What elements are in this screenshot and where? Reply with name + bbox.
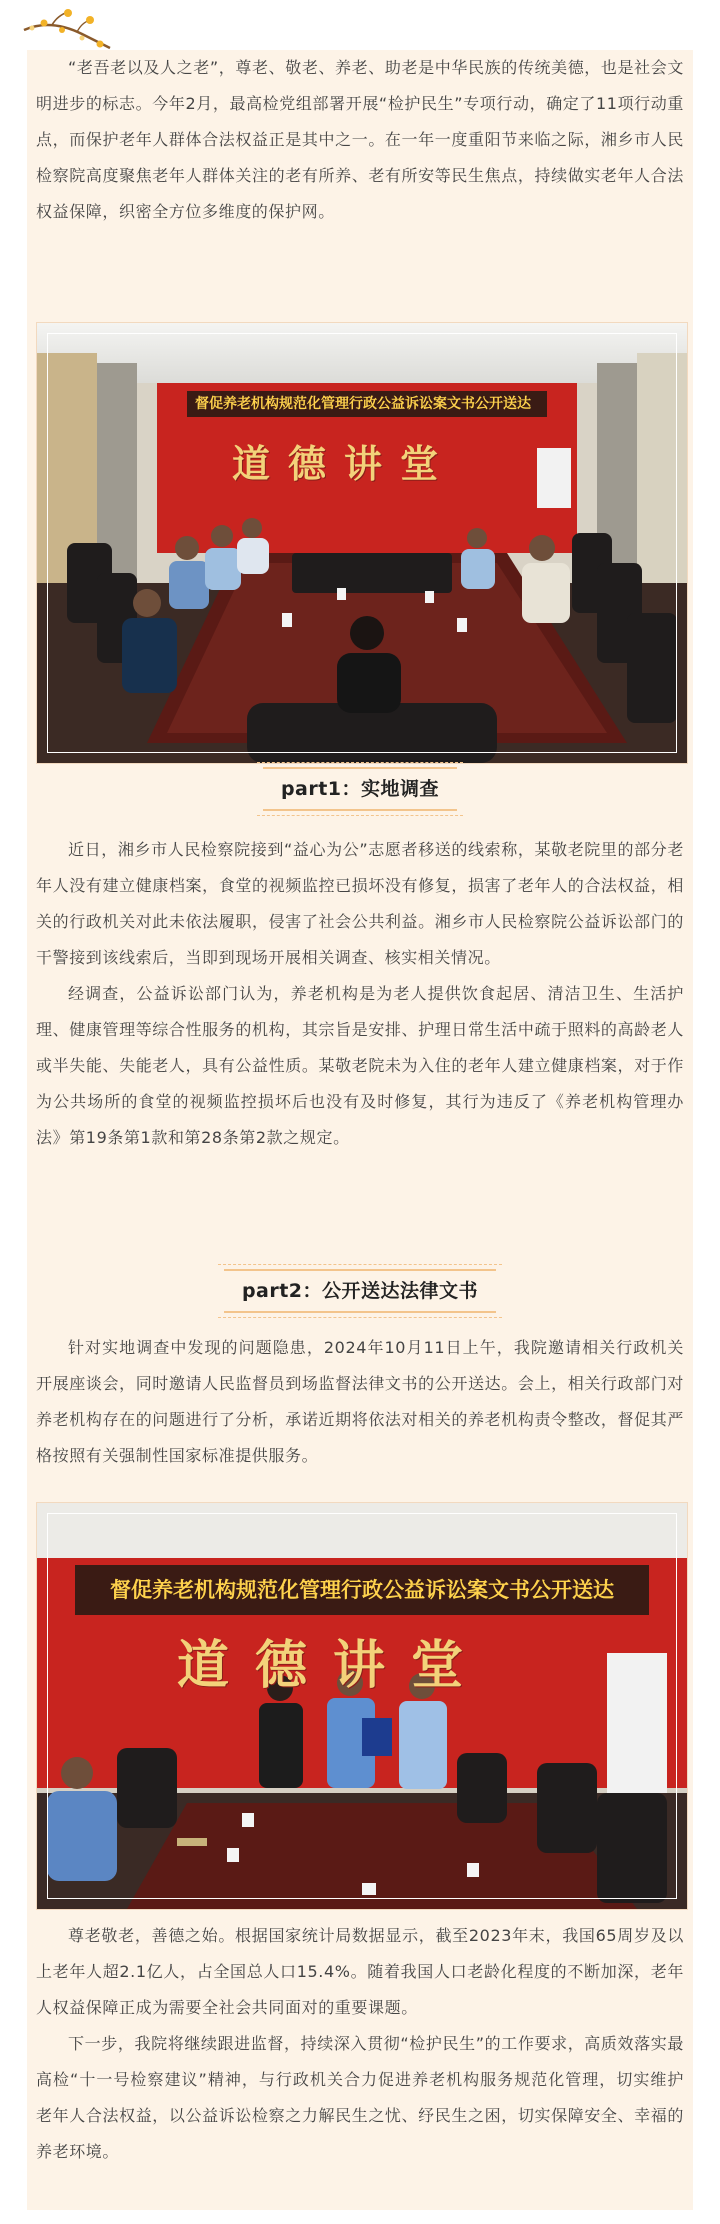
section-heading-part2-wrap xyxy=(36,1268,684,1314)
ending-paragraph-2: 下一步，我院将继续跟进监督，持续深入贯彻“检护民生”的工作要求，高质效落实最高检“十一号检察建议”精神，与行政机关合力促进养老机构服务规范化管理，切实维护老年人合法权益，以公益诉讼检察之力解民生之忧、纾民生之困，切实保障安全、幸福的养老环境。 xyxy=(36,2034,684,2161)
plum-branch-icon xyxy=(22,8,112,54)
handover-banner-text: 督促养老机构规范化管理行政公益诉讼案文书公开送达 xyxy=(110,1578,614,1602)
ending-paragraph-1: 尊老敬老，善德之始。根据国家统计局数据显示，截至2023年末，我国65周岁及以上老年人超2.1亿人，占全国总人口15.4%。随着我国人口老龄化程度的不断加深，老年人权益保障正成为需要全社会共同面对的重要课题。 xyxy=(36,1926,684,2017)
document-handover-illustration xyxy=(37,1503,687,1909)
section-heading-part1: part1：实地调查 xyxy=(263,767,457,811)
intro-paragraph: “老吾老以及人之老”，尊老、敬老、养老、助老是中华民族的传统美德，也是社会文明进步的标志。今年2月，最高检党组部署开展“检护民生”专项行动，确定了11项行动重点，而保护老年人群体合法权益正是其中之一。在一年一度重阳节来临之际，湘乡市人民检察院高度聚焦老年人群体关注的老有所养、老有所安等民生焦点，持续做实老年人合法权益保障，织密全方位多维度的保护网。 xyxy=(36,58,684,221)
wall-slogan-text-2: 道德讲堂 xyxy=(177,1635,490,1696)
photo-meeting-1 xyxy=(36,322,688,764)
meeting-banner-text: 督促养老机构规范化管理行政公益诉讼案文书公开送达 xyxy=(195,396,531,412)
section-heading-part1-wrap xyxy=(36,766,684,812)
part1-paragraph-1: 近日，湘乡市人民检察院接到“益心为公”志愿者移送的线索称，某敬老院里的部分老年人没有建立健康档案，食堂的视频监控已损坏没有修复，损害了老年人的合法权益，相关的行政机关对此未依法履职，侵害了社会公共利益。湘乡市人民检察院公益诉讼部门的干警接到该线索后，当即到现场开展相关调查、核实相关情况。 xyxy=(36,840,684,967)
part1-paragraph-2: 经调查，公益诉讼部门认为，养老机构是为老人提供饮食起居、清洁卫生、生活护理、健康管理等综合性服务的机构，其宗旨是安排、护理日常生活中疏于照料的高龄老人或半失能、失能老人，具有公益性质。某敬老院未为入住的老年人建立健康档案，对于作为公共场所的食堂的视频监控损坏后也没有及时修复，其行为违反了《养老机构管理办法》第19条第1款和第28条第2款之规定。 xyxy=(36,984,684,1147)
meeting-room-illustration xyxy=(37,323,687,763)
section-heading-part2: part2：公开送达法律文书 xyxy=(224,1269,496,1313)
photo-meeting-2 xyxy=(36,1502,688,1910)
wall-slogan-text: 道德讲堂 xyxy=(232,441,457,486)
part2-paragraph-1: 针对实地调查中发现的问题隐患，2024年10月11日上午，我院邀请相关行政机关开展座谈会，同时邀请人民监督员到场监督法律文书的公开送达。会上，相关行政部门对养老机构存在的问题进行了分析，承诺近期将依法对相关的养老机构责令整改，督促其严格按照有关强制性国家标准提供服务。 xyxy=(36,1338,684,1465)
